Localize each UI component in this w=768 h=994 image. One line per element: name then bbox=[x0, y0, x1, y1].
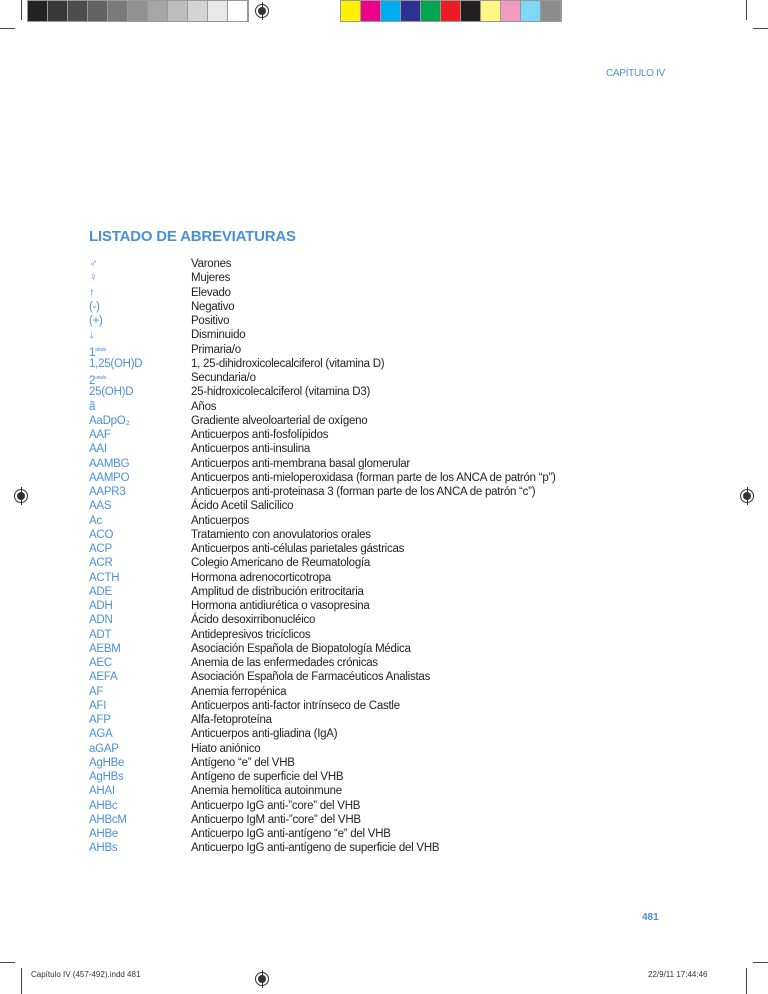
color-swatch bbox=[168, 1, 188, 21]
abbreviation bbox=[89, 827, 191, 841]
abbreviation-definition: Gradiente alveoloarterial de oxígeno bbox=[191, 414, 368, 427]
abbreviation-text: AEFA bbox=[89, 671, 118, 684]
abbreviation-text: 1 bbox=[89, 346, 96, 359]
abbreviation-row bbox=[89, 670, 556, 684]
abbreviation-row bbox=[89, 799, 556, 813]
color-swatch bbox=[48, 1, 68, 21]
crop-mark bbox=[0, 28, 15, 29]
abbreviation-definition: Anticuerpos anti-mieloperoxidasa (forman parte de los ANCA de patrón “p”) bbox=[191, 471, 556, 484]
abbreviation-text: ADH bbox=[89, 600, 113, 612]
abbreviation-definition: Positivo bbox=[191, 315, 230, 327]
abbreviation-text: AAPR3 bbox=[89, 486, 126, 498]
abbreviation-text: ↓ bbox=[89, 329, 95, 342]
abbreviation bbox=[89, 756, 191, 770]
crop-mark bbox=[746, 968, 747, 994]
abbreviation-text: AAMPO bbox=[89, 471, 130, 484]
registration-mark-icon bbox=[255, 972, 269, 986]
abbreviation-row bbox=[89, 400, 556, 414]
abbreviation-text: 1,25(OH)D bbox=[89, 357, 143, 370]
abbreviation-text: AEBM bbox=[89, 642, 121, 655]
abbreviation-definition: Negativo bbox=[191, 300, 235, 313]
abbreviation bbox=[89, 371, 191, 385]
abbreviation-definition: Anticuerpo IgG anti-antígeno “e” del VHB bbox=[191, 828, 391, 840]
abbreviation-row bbox=[89, 628, 556, 642]
abbreviation-definition: Anticuerpos anti-fosfolípidos bbox=[191, 429, 329, 441]
abbreviation-definition: Anemia hemolítica autoinmune bbox=[191, 785, 342, 798]
abbreviation-definition: Anticuerpos anti-células parietales gástricas bbox=[191, 543, 405, 555]
abbreviation-superscript: aria/o bbox=[95, 346, 107, 353]
abbreviation bbox=[89, 343, 191, 357]
abbreviation-row bbox=[89, 457, 556, 471]
abbreviation-definition: Hormona antidiurética o vasopresina bbox=[191, 600, 370, 612]
chapter-header: CAPÍTULO IV bbox=[606, 68, 665, 79]
abbreviation-row bbox=[89, 742, 556, 756]
abbreviation-row bbox=[89, 599, 556, 613]
abbreviation-definition: 1, 25-dihidroxicolecalciferol (vitamina D) bbox=[191, 357, 385, 370]
abbreviation-definition: Anticuerpos anti-insulina bbox=[191, 443, 311, 456]
abbreviation bbox=[89, 670, 191, 684]
color-swatch bbox=[68, 1, 88, 21]
abbreviation-text: ADT bbox=[89, 628, 112, 641]
abbreviation-text: AAF bbox=[89, 429, 111, 441]
abbreviation-row bbox=[89, 784, 556, 798]
footer-timestamp: 22/9/11 17:44:46 bbox=[648, 970, 708, 979]
color-swatch bbox=[108, 1, 128, 21]
color-swatch bbox=[208, 1, 228, 21]
crop-mark bbox=[21, 0, 22, 20]
abbreviation bbox=[89, 414, 191, 428]
abbreviation bbox=[89, 271, 191, 285]
abbreviation-row bbox=[89, 841, 556, 855]
abbreviation-text: AAS bbox=[89, 500, 112, 513]
abbreviation bbox=[89, 699, 191, 713]
abbreviation-text: ADE bbox=[89, 585, 112, 598]
abbreviation-text: AEC bbox=[89, 657, 112, 669]
crop-mark bbox=[753, 28, 768, 29]
color-swatch bbox=[128, 1, 148, 21]
abbreviation-definition: Elevado bbox=[191, 286, 231, 299]
abbreviation-definition: 25-hidroxicolecalciferol (vitamina D3) bbox=[191, 386, 371, 399]
color-swatch bbox=[228, 1, 248, 21]
abbreviation bbox=[89, 528, 191, 542]
abbreviation-text: Ac bbox=[89, 514, 102, 527]
abbreviation-definition: Hormona adrenocorticotropa bbox=[191, 571, 331, 584]
abbreviation bbox=[89, 257, 191, 271]
abbreviation-row bbox=[89, 499, 556, 513]
abbreviation-row bbox=[89, 471, 556, 485]
abbreviation-row bbox=[89, 514, 556, 528]
abbreviation-superscript: aria/o bbox=[95, 375, 107, 381]
color-swatch bbox=[521, 1, 541, 21]
color-swatch bbox=[441, 1, 461, 21]
abbreviation-text: ACTH bbox=[89, 571, 120, 584]
color-swatch bbox=[361, 1, 381, 21]
crop-mark bbox=[746, 0, 747, 20]
abbreviation bbox=[89, 784, 191, 798]
footer-filename: Capítulo IV (457-492).indd 481 bbox=[31, 970, 141, 979]
page-number: 481 bbox=[642, 912, 659, 923]
abbreviation-definition: Mujeres bbox=[191, 272, 231, 285]
registration-mark-icon bbox=[14, 489, 28, 503]
abbreviation bbox=[89, 542, 191, 556]
abbreviation bbox=[89, 770, 191, 784]
color-swatch bbox=[401, 1, 421, 21]
abbreviation-definition: Asociación Española de Biopatología Médica bbox=[191, 642, 411, 655]
abbreviation bbox=[89, 471, 191, 485]
abbreviation-definition: Antígeno de superficie del VHB bbox=[191, 771, 344, 783]
abbreviation-definition: Alfa-fetoproteína bbox=[191, 714, 272, 726]
abbreviation-row bbox=[89, 727, 556, 741]
abbreviation-definition: Ácido Acetil Salicílico bbox=[191, 500, 294, 513]
abbreviation-text: 2 bbox=[89, 375, 96, 387]
abbreviation-text: ♂ bbox=[89, 258, 98, 270]
abbreviation-definition: Anticuerpos anti-factor intrínseco de Castle bbox=[191, 699, 400, 712]
abbreviation bbox=[89, 685, 191, 699]
process-color-bar bbox=[340, 0, 562, 22]
abbreviation bbox=[89, 613, 191, 627]
abbreviation-definition: Varones bbox=[191, 258, 232, 270]
abbreviation bbox=[89, 571, 191, 585]
abbreviation bbox=[89, 585, 191, 599]
color-swatch bbox=[28, 1, 48, 21]
abbreviation-text: AGA bbox=[89, 728, 113, 741]
abbreviation-definition: Ácido desoxirribonucléico bbox=[191, 614, 316, 627]
abbreviation bbox=[89, 514, 191, 528]
abbreviation-row bbox=[89, 442, 556, 456]
abbreviation-text: 25(OH)D bbox=[89, 386, 134, 399]
abbreviation bbox=[89, 457, 191, 471]
abbreviation-row bbox=[89, 813, 556, 827]
abbreviation bbox=[89, 841, 191, 855]
abbreviation-row bbox=[89, 300, 556, 314]
abbreviation-text: AAMBG bbox=[89, 457, 130, 470]
crop-mark bbox=[753, 962, 768, 963]
abbreviation-row bbox=[89, 685, 556, 699]
abbreviation-text: AgHBe bbox=[89, 756, 125, 769]
abbreviation bbox=[89, 485, 191, 499]
abbreviation bbox=[89, 813, 191, 827]
abbreviation bbox=[89, 300, 191, 314]
abbreviation-text: AFP bbox=[89, 714, 111, 726]
abbreviation bbox=[89, 314, 191, 328]
abbreviation-row bbox=[89, 642, 556, 656]
abbreviation-row bbox=[89, 770, 556, 784]
abbreviation-definition: Anticuerpos bbox=[191, 514, 249, 527]
abbreviation-row bbox=[89, 271, 556, 285]
crop-mark bbox=[21, 968, 22, 994]
page-title: LISTADO DE ABREVIATURAS bbox=[89, 228, 296, 245]
abbreviation-definition: Anticuerpos anti-proteinasa 3 (forman parte de los ANCA de patrón “c”) bbox=[191, 486, 536, 498]
abbreviation bbox=[89, 599, 191, 613]
abbreviation-row bbox=[89, 328, 556, 342]
abbreviation-text: AaDpO₂ bbox=[89, 414, 130, 427]
abbreviation-definition: Colegio Americano de Reumatología bbox=[191, 557, 371, 570]
abbreviation-text: ACR bbox=[89, 557, 113, 570]
abbreviation bbox=[89, 385, 191, 399]
color-swatch bbox=[501, 1, 521, 21]
abbreviation bbox=[89, 656, 191, 670]
abbreviation-row bbox=[89, 357, 556, 371]
abbreviation-row bbox=[89, 556, 556, 570]
abbreviation-text: AF bbox=[89, 685, 104, 698]
abbreviation-text: aGAP bbox=[89, 742, 119, 755]
color-swatch bbox=[481, 1, 501, 21]
abbreviation-list bbox=[89, 257, 556, 856]
abbreviation bbox=[89, 556, 191, 570]
abbreviation-row bbox=[89, 371, 556, 385]
abbreviation-text: (+) bbox=[89, 315, 103, 327]
abbreviation-row bbox=[89, 286, 556, 300]
registration-mark-icon bbox=[255, 4, 269, 18]
abbreviation-row bbox=[89, 585, 556, 599]
abbreviation bbox=[89, 328, 191, 342]
abbreviation bbox=[89, 799, 191, 813]
abbreviation-definition: Anemia de las enfermedades crónicas bbox=[191, 657, 378, 669]
abbreviation-definition: Años bbox=[191, 400, 217, 413]
abbreviation-text: AAI bbox=[89, 443, 107, 456]
color-swatch bbox=[421, 1, 441, 21]
abbreviation-row bbox=[89, 314, 556, 328]
color-swatch bbox=[461, 1, 481, 21]
abbreviation-row bbox=[89, 528, 556, 542]
abbreviation-definition: Anticuerpo IgG anti-”core” del VHB bbox=[191, 799, 361, 812]
color-swatch bbox=[381, 1, 401, 21]
abbreviation-row bbox=[89, 485, 556, 499]
abbreviation-definition: Amplitud de distribución eritrocitaria bbox=[191, 585, 364, 598]
abbreviation-text: ↑ bbox=[89, 286, 95, 299]
grayscale-color-bar bbox=[27, 0, 249, 22]
abbreviation-row bbox=[89, 656, 556, 670]
abbreviation-row bbox=[89, 613, 556, 627]
registration-mark-icon bbox=[740, 489, 754, 503]
abbreviation-row bbox=[89, 257, 556, 271]
color-swatch bbox=[541, 1, 561, 21]
abbreviation bbox=[89, 442, 191, 456]
abbreviation-text: AHBcM bbox=[89, 813, 127, 826]
abbreviation-row bbox=[89, 343, 556, 357]
abbreviation-row bbox=[89, 571, 556, 585]
abbreviation bbox=[89, 357, 191, 371]
abbreviation-definition: Primaria/o bbox=[191, 343, 241, 356]
abbreviation-text: ACO bbox=[89, 528, 114, 541]
abbreviation bbox=[89, 628, 191, 642]
abbreviation-text: (-) bbox=[89, 300, 100, 313]
abbreviation-definition: Tratamiento con anovulatorios orales bbox=[191, 528, 371, 541]
abbreviation-row bbox=[89, 542, 556, 556]
abbreviation bbox=[89, 286, 191, 300]
abbreviation-text: ã bbox=[89, 400, 96, 413]
abbreviation bbox=[89, 742, 191, 756]
abbreviation bbox=[89, 727, 191, 741]
abbreviation-row bbox=[89, 699, 556, 713]
abbreviation-definition: Anticuerpo IgG anti-antígeno de superficie del VHB bbox=[191, 842, 440, 855]
abbreviation-row bbox=[89, 414, 556, 428]
abbreviation-text: ADN bbox=[89, 614, 113, 627]
abbreviation-text: AHAI bbox=[89, 785, 115, 798]
abbreviation bbox=[89, 400, 191, 414]
abbreviation-definition: Disminuido bbox=[191, 329, 246, 342]
color-swatch bbox=[148, 1, 168, 21]
color-swatch bbox=[341, 1, 361, 21]
abbreviation-definition: Antígeno “e” del VHB bbox=[191, 756, 295, 769]
abbreviation bbox=[89, 642, 191, 656]
abbreviation-text: AFI bbox=[89, 699, 107, 712]
abbreviation-definition: Anticuerpos anti-gliadina (IgA) bbox=[191, 728, 338, 741]
abbreviation-text: AHBs bbox=[89, 842, 118, 855]
abbreviation-definition: Secundaria/o bbox=[191, 372, 256, 384]
color-swatch bbox=[188, 1, 208, 21]
abbreviation-text: AgHBs bbox=[89, 771, 124, 783]
abbreviation-definition: Antidepresivos tricíclicos bbox=[191, 628, 311, 641]
abbreviation-row bbox=[89, 428, 556, 442]
abbreviation-row bbox=[89, 827, 556, 841]
abbreviation-row bbox=[89, 713, 556, 727]
color-swatch bbox=[88, 1, 108, 21]
abbreviation-definition: Anticuerpos anti-membrana basal glomerular bbox=[191, 457, 410, 470]
abbreviation bbox=[89, 499, 191, 513]
crop-mark bbox=[0, 962, 15, 963]
abbreviation-text: ♀ bbox=[89, 272, 98, 285]
abbreviation-definition: Anticuerpo IgM anti-”core” del VHB bbox=[191, 813, 361, 826]
abbreviation-definition: Hiato aniónico bbox=[191, 742, 261, 755]
abbreviation-row bbox=[89, 385, 556, 399]
abbreviation-definition: Asociación Española de Farmacéuticos Analistas bbox=[191, 671, 431, 684]
abbreviation-text: AHBe bbox=[89, 828, 119, 840]
abbreviation-text: AHBc bbox=[89, 799, 118, 812]
abbreviation bbox=[89, 713, 191, 727]
abbreviation-text: ACP bbox=[89, 543, 112, 555]
abbreviation-row bbox=[89, 756, 556, 770]
abbreviation bbox=[89, 428, 191, 442]
abbreviation-definition: Anemia ferropénica bbox=[191, 685, 287, 698]
